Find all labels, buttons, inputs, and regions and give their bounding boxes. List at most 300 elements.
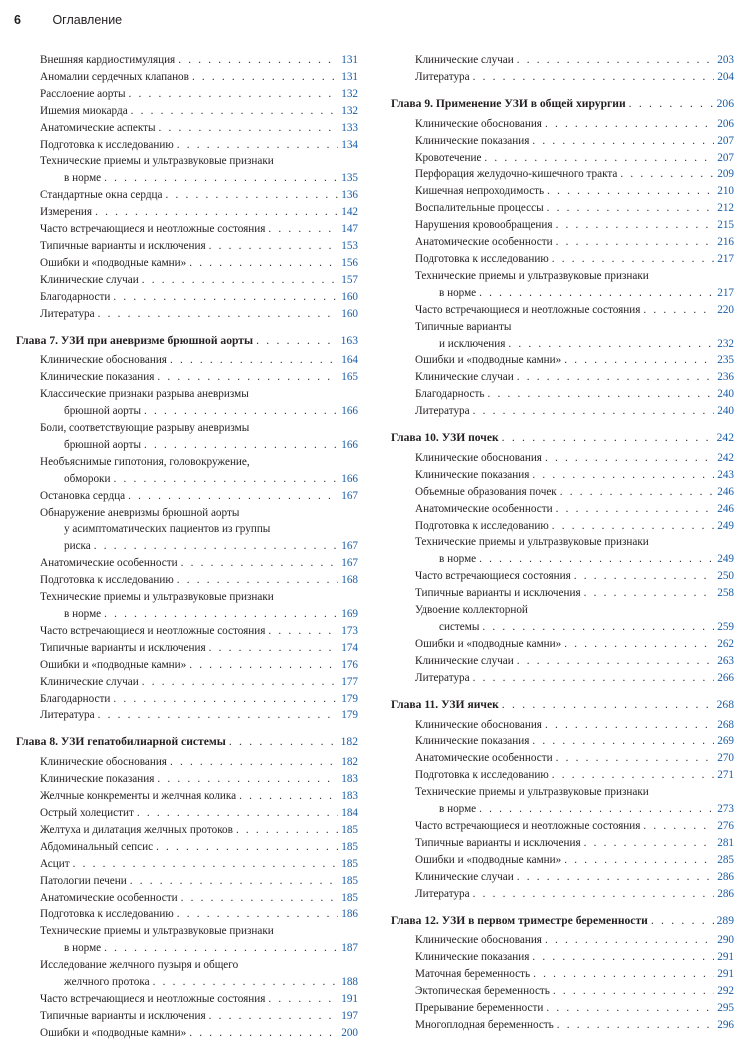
toc-page-number[interactable]: 179 [341, 692, 358, 705]
toc-entry[interactable] [391, 534, 734, 568]
toc-page-number[interactable]: 173 [341, 624, 358, 637]
toc-page-number[interactable]: 242 [717, 451, 734, 464]
toc-page-number[interactable]: 186 [341, 908, 358, 921]
toc-entry[interactable] [391, 352, 734, 369]
toc-entry-text: обмороки [64, 472, 111, 485]
toc-entry-text: брюшной аорты [64, 405, 142, 418]
toc-page-number[interactable]: 289 [716, 913, 734, 927]
toc-page-number[interactable]: 187 [341, 942, 358, 955]
toc-entry-text: в норме [439, 553, 477, 566]
toc-page-number[interactable]: 160 [341, 290, 358, 303]
toc-entry[interactable] [16, 103, 358, 120]
toc-entry[interactable] [16, 1008, 358, 1025]
toc-entry[interactable] [391, 234, 734, 251]
toc-entry[interactable] [16, 691, 358, 708]
dot-leader [552, 518, 715, 535]
toc-page-number[interactable]: 142 [341, 206, 358, 219]
toc-page-number[interactable]: 167 [341, 489, 358, 502]
toc-entry[interactable] [16, 906, 358, 923]
toc-entry-text: Клинические обоснования [415, 934, 542, 947]
dot-leader [181, 555, 339, 572]
toc-entry-text: Многоплодная беременность [415, 1018, 554, 1031]
toc-page-number[interactable]: 197 [341, 1009, 358, 1022]
toc-entry-text: Клинические показания [415, 134, 530, 147]
toc-page-number[interactable]: 160 [341, 307, 358, 320]
toc-page-number[interactable]: 185 [341, 823, 358, 836]
toc-entry-text: Клинические обоснования [415, 451, 542, 464]
toc-entry[interactable] [391, 585, 734, 602]
toc-entry-text: Часто встречающиеся и неотложные состояния [415, 819, 641, 832]
toc-page-number[interactable]: 296 [717, 1018, 734, 1031]
toc-chapter-heading[interactable] [391, 697, 734, 714]
toc-entry-text: Подготовка к исследованию [40, 574, 174, 587]
toc-page-number[interactable]: 273 [717, 803, 734, 816]
toc-entry[interactable] [16, 788, 358, 805]
toc-page-number[interactable]: 167 [341, 557, 358, 570]
toc-entry[interactable] [16, 623, 358, 640]
dot-leader [189, 1025, 338, 1042]
toc-entry[interactable] [16, 238, 358, 255]
toc-entry-text: Типичные варианты и исключения [415, 836, 581, 849]
dot-leader [532, 733, 714, 750]
toc-entry[interactable] [16, 505, 358, 556]
toc-chapter-heading[interactable] [16, 333, 358, 350]
toc-chapter-heading[interactable] [391, 96, 734, 113]
toc-entry[interactable] [16, 352, 358, 369]
toc-entry-text: Нарушения кровообращения [415, 219, 553, 232]
toc-entry[interactable] [391, 150, 734, 167]
toc-page-number[interactable]: 266 [717, 671, 734, 684]
toc-entry-text: Аномалии сердечных клапанов [40, 70, 189, 83]
page-number: 6 [14, 13, 21, 27]
toc-page-number[interactable]: 209 [717, 168, 734, 181]
toc-page-number[interactable]: 184 [341, 806, 358, 819]
dot-leader [192, 69, 338, 86]
toc-entry[interactable] [391, 568, 734, 585]
toc-entry[interactable] [391, 1000, 734, 1017]
toc-entry[interactable] [16, 255, 358, 272]
toc-entry-text: Ошибки и «подводные камни» [40, 658, 187, 671]
toc-page-number[interactable]: 216 [717, 236, 734, 249]
toc-page-number[interactable]: 135 [341, 172, 358, 185]
toc-page-number[interactable]: 147 [341, 223, 358, 236]
page-header [14, 13, 122, 27]
dot-leader [170, 352, 338, 369]
toc-page-number[interactable]: 183 [341, 773, 358, 786]
toc-page-number[interactable]: 207 [717, 151, 734, 164]
toc-entry-text: Асцит [40, 857, 70, 870]
dot-leader [166, 187, 339, 204]
toc-entry[interactable] [16, 657, 358, 674]
toc-page-number[interactable]: 185 [341, 891, 358, 904]
toc-page-number[interactable]: 183 [341, 790, 358, 803]
toc-entry[interactable] [391, 784, 734, 818]
toc-page-number[interactable]: 217 [717, 252, 734, 265]
toc-entry-text: Анатомические особенности [415, 752, 553, 765]
toc-entry[interactable] [16, 707, 358, 724]
dot-leader [533, 966, 714, 983]
toc-entry[interactable] [391, 818, 734, 835]
toc-page-number[interactable]: 286 [717, 887, 734, 900]
dot-leader [553, 983, 714, 1000]
toc-page-number[interactable]: 249 [717, 553, 734, 566]
toc-entry[interactable] [16, 120, 358, 137]
toc-page-number[interactable]: 164 [341, 354, 358, 367]
toc-entry-text: в норме [439, 286, 477, 299]
toc-page-number[interactable]: 168 [341, 574, 358, 587]
toc-page-number[interactable]: 217 [717, 286, 734, 299]
toc-page-number[interactable]: 174 [341, 641, 358, 654]
toc-page-number[interactable]: 215 [717, 219, 734, 232]
dot-leader [556, 217, 715, 234]
toc-entry[interactable] [391, 869, 734, 886]
toc-entry[interactable] [391, 386, 734, 403]
toc-entry[interactable] [391, 670, 734, 687]
dot-leader [517, 653, 714, 670]
toc-page-number[interactable]: 276 [717, 819, 734, 832]
toc-entry[interactable] [391, 268, 734, 302]
toc-entry-text: Клинические обоснования [415, 117, 542, 130]
toc-page-number[interactable]: 236 [717, 371, 734, 384]
toc-page-number[interactable]: 153 [341, 239, 358, 252]
toc-entry[interactable] [391, 52, 734, 69]
toc-entry-text: Технические приемы и ультразвуковые признаки [415, 269, 649, 282]
toc-entry-text: Ошибки и «подводные камни» [415, 354, 562, 367]
toc-page-number[interactable]: 262 [717, 637, 734, 650]
dot-leader [104, 606, 338, 623]
dot-leader [552, 767, 715, 784]
toc-entry-text: Клинические случаи [40, 273, 139, 286]
dot-leader [236, 822, 338, 839]
toc-page-number[interactable]: 212 [717, 202, 734, 215]
toc-page-number[interactable]: 156 [341, 256, 358, 269]
toc-entry[interactable] [16, 86, 358, 103]
toc-entry[interactable] [16, 957, 358, 991]
toc-entry[interactable] [16, 923, 358, 957]
toc-entry[interactable] [16, 991, 358, 1008]
toc-entry[interactable] [391, 653, 734, 670]
toc-entry-text: в норме [439, 803, 477, 816]
toc-entry[interactable] [391, 733, 734, 750]
dot-leader [128, 488, 338, 505]
toc-entry[interactable] [391, 133, 734, 150]
toc-entry[interactable] [391, 518, 734, 535]
toc-entry-text: Клинические обоснования [415, 718, 542, 731]
toc-entry[interactable] [391, 69, 734, 86]
toc-entry-text: Анатомические особенности [40, 891, 178, 904]
dot-leader [94, 538, 338, 555]
toc-entry-text: Глава 7. УЗИ при аневризме брюшной аорты [16, 333, 254, 347]
toc-entry[interactable] [16, 153, 358, 187]
toc-entry[interactable] [391, 251, 734, 268]
toc-page-number[interactable]: 185 [341, 840, 358, 853]
toc-page-number[interactable]: 291 [717, 951, 734, 964]
toc-entry-text: Подготовка к исследованию [415, 519, 549, 532]
toc-page-number[interactable]: 210 [717, 185, 734, 198]
dot-leader [268, 623, 338, 640]
dot-leader [584, 585, 715, 602]
dot-leader [209, 1008, 339, 1025]
toc-entry[interactable] [16, 754, 358, 771]
toc-entry[interactable] [391, 750, 734, 767]
toc-page-number[interactable]: 295 [717, 1002, 734, 1015]
toc-entry[interactable] [16, 839, 358, 856]
toc-page-number[interactable]: 191 [341, 992, 358, 1005]
toc-entry-text: Клинические случаи [40, 675, 139, 688]
toc-page-number[interactable]: 281 [717, 836, 734, 849]
toc-entry[interactable] [391, 484, 734, 501]
toc-entry-text: Клинические показания [415, 951, 530, 964]
toc-entry-text: Часто встречающиеся и неотложные состояния [40, 992, 266, 1005]
toc-entry[interactable] [391, 602, 734, 636]
toc-entry[interactable] [391, 467, 734, 484]
toc-entry-text: Перфорация желудочно-кишечного тракта [415, 168, 618, 181]
toc-entry[interactable] [391, 932, 734, 949]
toc-page-number[interactable]: 132 [341, 87, 358, 100]
toc-page-number[interactable]: 246 [717, 485, 734, 498]
dot-leader [547, 200, 715, 217]
toc-right-column [391, 52, 734, 1034]
toc-page-number[interactable]: 259 [717, 621, 734, 633]
toc-entry-text: Благодарность [415, 388, 485, 401]
toc-entry[interactable] [391, 717, 734, 734]
toc-entry-text: Подготовка к исследованию [40, 138, 174, 151]
toc-entry[interactable] [16, 306, 358, 323]
toc-page-number[interactable]: 185 [341, 857, 358, 870]
toc-entry-text: Прерывание беременности [415, 1002, 544, 1015]
toc-entry-text: системы [439, 621, 480, 633]
toc-entry[interactable] [16, 52, 358, 69]
toc-entry[interactable] [16, 805, 358, 822]
toc-entry-text: Литература [415, 887, 470, 900]
dot-leader [547, 183, 714, 200]
toc-entry-text: Ошибки и «подводные камни» [40, 256, 187, 269]
toc-entry-text: Необъяснимые гипотония, головокружение, [40, 455, 250, 468]
toc-page-number[interactable]: 243 [717, 468, 734, 481]
dot-leader [144, 437, 338, 454]
toc-page-number[interactable]: 188 [341, 976, 358, 989]
toc-entry[interactable] [16, 272, 358, 289]
toc-page-number[interactable]: 166 [341, 472, 358, 485]
dot-leader [268, 221, 338, 238]
toc-entry[interactable] [391, 949, 734, 966]
toc-entry[interactable] [391, 767, 734, 784]
toc-page-number[interactable]: 220 [717, 303, 734, 316]
toc-entry[interactable] [391, 200, 734, 217]
dot-leader [98, 707, 339, 724]
toc-entry[interactable] [391, 1017, 734, 1034]
toc-page-number[interactable]: 250 [717, 570, 734, 583]
toc-entry[interactable] [391, 983, 734, 1000]
dot-leader [502, 430, 714, 447]
toc-entry[interactable] [16, 221, 358, 238]
toc-page-number[interactable]: 271 [717, 769, 734, 782]
toc-entry[interactable] [16, 420, 358, 454]
toc-page-number[interactable]: 166 [341, 438, 358, 451]
toc-page-number[interactable]: 240 [717, 405, 734, 418]
toc-page-number[interactable]: 166 [341, 405, 358, 418]
toc-page-number[interactable]: 131 [341, 70, 358, 83]
toc-page-number[interactable]: 131 [341, 54, 358, 66]
dot-leader [178, 52, 338, 69]
toc-entry[interactable] [16, 289, 358, 306]
dot-leader [104, 940, 338, 957]
toc-page-number[interactable]: 249 [717, 519, 734, 532]
toc-entry[interactable] [391, 319, 734, 353]
toc-entry[interactable] [16, 488, 358, 505]
toc-page-number[interactable]: 291 [717, 968, 734, 981]
toc-entry[interactable] [16, 674, 358, 691]
toc-chapter-heading[interactable] [391, 913, 734, 930]
toc-page-number[interactable]: 206 [716, 96, 734, 110]
dot-leader [268, 991, 338, 1008]
toc-page-number[interactable]: 203 [717, 54, 734, 66]
toc-page-number[interactable]: 292 [717, 985, 734, 998]
toc-entry[interactable] [391, 369, 734, 386]
toc-page-number[interactable]: 167 [341, 540, 358, 553]
toc-page-number[interactable]: 177 [341, 675, 358, 688]
toc-page-number[interactable]: 240 [717, 388, 734, 401]
toc-page-number[interactable]: 132 [341, 104, 358, 117]
toc-entry-text: Клинические случаи [415, 654, 514, 667]
toc-page-number[interactable]: 182 [340, 735, 358, 749]
toc-entry-text: Расслоение аорты [40, 87, 126, 100]
toc-page-number[interactable]: 207 [717, 134, 734, 147]
toc-page-number[interactable]: 285 [717, 853, 734, 866]
toc-entry[interactable] [391, 450, 734, 467]
toc-page-number[interactable]: 163 [340, 333, 358, 347]
toc-entry-text: Клинические случаи [415, 371, 514, 384]
dot-leader [137, 805, 338, 822]
toc-page-number[interactable]: 258 [717, 587, 734, 600]
toc-entry[interactable] [16, 454, 358, 488]
toc-entry-text: Эктопическая беременность [415, 985, 550, 998]
toc-page-number[interactable]: 290 [717, 934, 734, 947]
toc-entry-text: желчного протока [64, 976, 150, 989]
toc-page-number[interactable]: 133 [341, 121, 358, 134]
toc-entry[interactable] [16, 589, 358, 623]
toc-entry[interactable] [16, 137, 358, 154]
toc-entry-text: Глава 12. УЗИ в первом триместре беременности [391, 913, 648, 927]
toc-entry[interactable] [16, 822, 358, 839]
dot-leader [584, 835, 715, 852]
toc-page-number[interactable]: 169 [341, 608, 358, 620]
toc-entry[interactable] [391, 835, 734, 852]
toc-entry[interactable] [16, 204, 358, 221]
toc-entry-text: в норме [64, 942, 102, 955]
toc-entry[interactable] [16, 640, 358, 657]
toc-entry-text: Глава 11. УЗИ яичек [391, 697, 499, 711]
dot-leader [473, 886, 715, 903]
toc-entry[interactable] [391, 501, 734, 518]
dot-leader [177, 137, 339, 154]
toc-entry-text: Измерения [40, 206, 93, 219]
toc-entry[interactable] [391, 636, 734, 653]
toc-chapter-heading[interactable] [16, 734, 358, 751]
toc-entry[interactable] [391, 116, 734, 133]
toc-entry[interactable] [391, 886, 734, 903]
dot-leader [129, 86, 339, 103]
toc-entry-text: Клинические показания [415, 735, 530, 748]
toc-entry[interactable] [391, 217, 734, 234]
toc-page-number[interactable]: 204 [717, 70, 734, 83]
toc-entry-text: Абдоминальный сепсис [40, 840, 154, 853]
dot-leader [473, 69, 715, 86]
toc-page-number[interactable]: 179 [341, 709, 358, 722]
dot-leader [170, 754, 338, 771]
toc-page-number[interactable]: 136 [341, 189, 358, 202]
toc-entry[interactable] [391, 302, 734, 319]
dot-leader [73, 856, 339, 873]
toc-entry[interactable] [16, 856, 358, 873]
toc-page-number[interactable]: 165 [341, 371, 358, 384]
toc-entry[interactable] [391, 966, 734, 983]
toc-page-number[interactable]: 200 [341, 1026, 358, 1039]
toc-page-number[interactable]: 269 [717, 735, 734, 748]
toc-entry[interactable] [391, 166, 734, 183]
dot-leader [159, 120, 339, 137]
toc-entry[interactable] [16, 69, 358, 86]
toc-page-number[interactable]: 268 [716, 697, 734, 711]
dot-leader [556, 234, 715, 251]
dot-leader [473, 670, 715, 687]
toc-page-number[interactable]: 185 [341, 874, 358, 887]
dot-leader [508, 336, 714, 353]
toc-entry[interactable] [16, 1025, 358, 1042]
dot-leader [517, 869, 714, 886]
toc-entry-text: Кишечная непроходимость [415, 185, 545, 198]
toc-page-number[interactable]: 268 [717, 718, 734, 731]
toc-entry[interactable] [16, 890, 358, 907]
toc-page-number[interactable]: 232 [717, 337, 734, 350]
toc-page-number[interactable]: 176 [341, 658, 358, 671]
toc-entry[interactable] [16, 369, 358, 386]
toc-page-number[interactable]: 263 [717, 654, 734, 667]
dot-leader [142, 674, 338, 691]
toc-entry-text: Литература [415, 70, 470, 83]
toc-entry[interactable] [391, 852, 734, 869]
toc-page-number[interactable]: 246 [717, 502, 734, 515]
toc-entry[interactable] [16, 386, 358, 420]
toc-entry[interactable] [391, 183, 734, 200]
toc-entry[interactable] [16, 187, 358, 204]
toc-page-number[interactable]: 286 [717, 870, 734, 883]
toc-page-number[interactable]: 157 [341, 273, 358, 286]
dot-leader [209, 640, 339, 657]
toc-page-number[interactable]: 134 [341, 138, 358, 151]
toc-entry-text: Литература [415, 671, 470, 684]
dot-leader [651, 913, 714, 930]
dot-leader [556, 501, 715, 518]
toc-entry[interactable] [16, 771, 358, 788]
toc-page-number[interactable]: 270 [717, 752, 734, 765]
dot-leader [545, 116, 714, 133]
toc-chapter-heading[interactable] [391, 430, 734, 447]
toc-page-number[interactable]: 235 [717, 354, 734, 367]
toc-entry-text: Патологии печени [40, 874, 127, 887]
toc-entry[interactable] [16, 873, 358, 890]
toc-entry-text: Глава 9. Применение УЗИ в общей хирургии [391, 96, 626, 110]
toc-entry-text: Боли, соответствующие разрыву аневризмы [40, 422, 250, 435]
toc-entry[interactable] [391, 403, 734, 420]
toc-entry[interactable] [16, 555, 358, 572]
toc-page-number[interactable]: 182 [341, 756, 358, 769]
toc-page-number[interactable]: 242 [716, 431, 734, 445]
toc-entry-text: Часто встречающиеся и неотложные состояния [40, 223, 266, 236]
toc-entry-text: и исключения [439, 337, 506, 350]
toc-page-number[interactable]: 206 [717, 117, 734, 130]
toc-entry[interactable] [16, 572, 358, 589]
